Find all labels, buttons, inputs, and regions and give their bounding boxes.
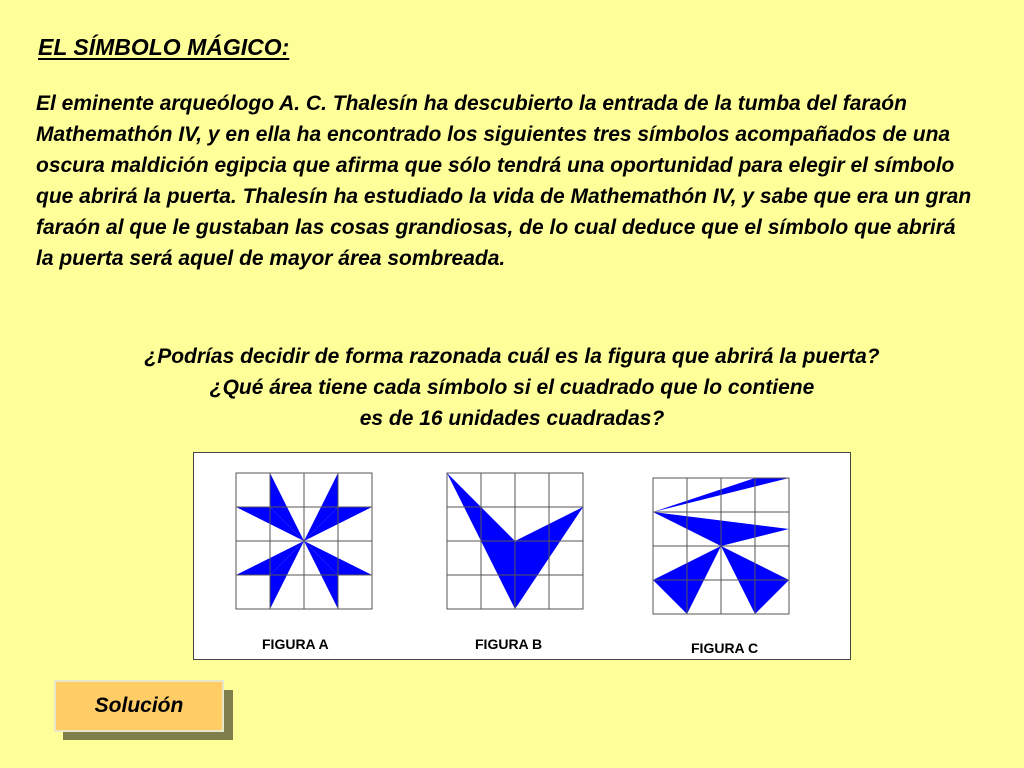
figure-a-grid xyxy=(236,473,372,609)
figure-a xyxy=(236,473,372,609)
figure-b-label: FIGURA B xyxy=(475,636,543,652)
figure-a-label: FIGURA A xyxy=(262,636,329,652)
question-line-2: ¿Qué área tiene cada símbolo si el cuadrado que lo contiene xyxy=(209,376,815,399)
figures-panel xyxy=(193,452,851,660)
figures-drawing xyxy=(194,453,850,659)
page-title: EL SÍMBOLO MÁGICO: xyxy=(38,34,290,60)
figure-c-label: FIGURA C xyxy=(691,640,759,656)
solution-button[interactable]: Solución xyxy=(54,680,224,732)
figure-c xyxy=(653,478,789,614)
question-text xyxy=(0,341,1024,434)
question-line-1: ¿Podrías decidir de forma razonada cuál es la figura que abrirá la puerta? xyxy=(144,345,880,368)
intro-paragraph: El eminente arqueólogo A. C. Thalesín ha descubierto la entrada de la tumba del faraón Mathemathón IV, y en ella ha encontrado los siguientes tres símbolos acompañados de una oscura maldición egipcia que afirma que sólo tendrá una oportunidad para elegir el símbolo que abrirá la puerta. Thalesín ha estudiado la vida de Mathemathón IV, y sabe que era un gran faraón al que le gustaban las cosas grandiosas, de lo cual deduce que el símbolo que abrirá la puerta será aquel de mayor área sombreada. xyxy=(36,92,972,270)
question-line-3: es de 16 unidades cuadradas? xyxy=(359,407,665,430)
figure-b xyxy=(447,473,583,609)
